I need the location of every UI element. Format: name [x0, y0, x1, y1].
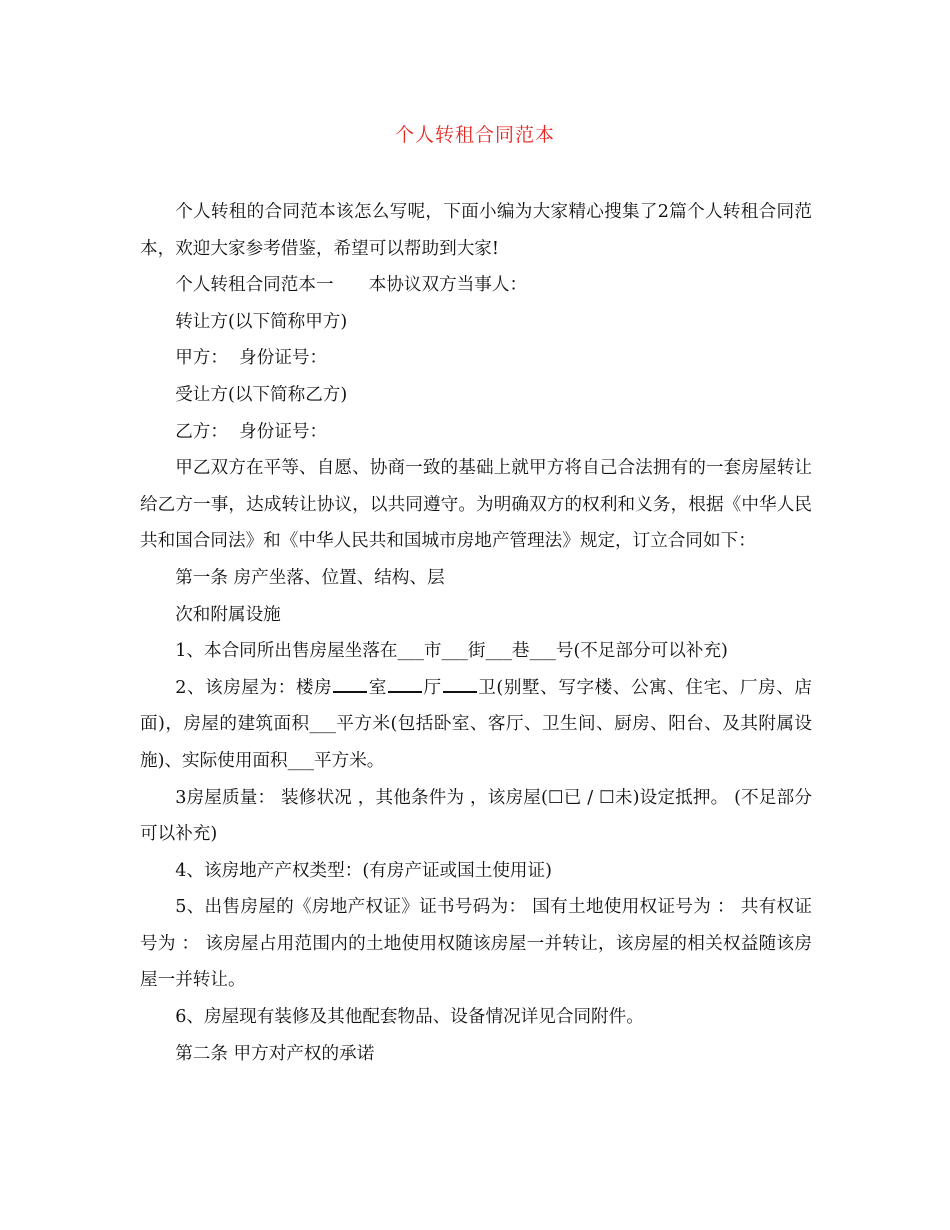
blank-line: [333, 677, 367, 693]
clause-4: 4、该房地产产权类型：(有房产证或国土使用证): [175, 860, 552, 881]
article-one-heading-cont: 次和附属设施: [175, 604, 281, 625]
intro-paragraph: 个人转租的合同范本该怎么写呢，下面小编为大家精心搜集了2篇个人转租合同范本，欢迎大家参考借鉴，希望可以帮助到大家!: [140, 202, 812, 259]
clause-2-hall: 厅: [422, 677, 442, 698]
blank-line: [388, 677, 422, 693]
article-two-heading: 第二条 甲方对产权的承诺: [175, 1043, 375, 1064]
transferor-line: 转让方(以下简称甲方): [175, 311, 348, 332]
clause-1: 1、本合同所出售房屋坐落在___市___街___巷___号(不足部分可以补充): [175, 641, 728, 662]
clause-3: 3房屋质量： 装修状况 ，其他条件为 ，该房屋(☐已 / ☐未)设定抵押。 (不足部分可以补充): [140, 787, 812, 845]
document-title: 个人转租合同范本: [394, 124, 555, 146]
clause-2-prefix: 2、该房屋为：楼房: [175, 677, 333, 698]
clause-2: [140, 670, 812, 780]
clause-2-room: 室: [368, 677, 387, 698]
document-body: [140, 194, 812, 1072]
party-a-line: 甲方： 身份证号：: [175, 348, 328, 369]
clause-2-suffix: 卫(别墅、写字楼、公寓、住宅、厂房、店面)，房屋的建筑面积___平方米(包括卧室、客厅、卫生间、厨房、阳台、及其附属设施)、实际使用面积___平方米。: [140, 677, 812, 771]
party-b-line: 乙方： 身份证号：: [175, 421, 328, 442]
clause-5: 5、出售房屋的《房地产权证》证书号码为： 国有土地使用权证号为 ： 共有权证号为 ： 该房屋占用范围内的土地使用权随该房屋一并转让，该房屋的相关权益随该房屋一并转让。: [140, 897, 812, 991]
contract-heading-line: 个人转租合同范本一 本协议双方当事人：: [175, 275, 528, 296]
agreement-paragraph: 甲乙双方在平等、自愿、协商一致的基础上就甲方将自己合法拥有的一套房屋转让给乙方一事，达成转让协议，以共同遵守。为明确双方的权利和义务，根据《中华人民共和国合同法》和《中华人民共和国城市房地产管理法》规定，订立合同如下：: [140, 458, 812, 552]
blank-line: [443, 677, 477, 693]
clause-6: 6、房屋现有装修及其他配套物品、设备情况详见合同附件。: [175, 1007, 644, 1028]
article-one-heading: 第一条 房产坐落、位置、结构、层: [175, 567, 445, 588]
transferee-line: 受让方(以下简称乙方): [175, 384, 348, 405]
